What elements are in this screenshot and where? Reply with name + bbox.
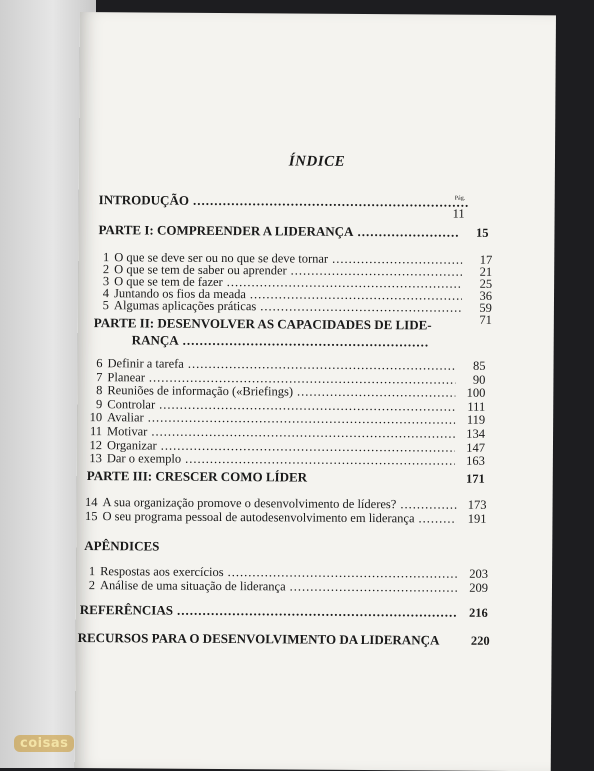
toc-entry-page: 36 xyxy=(466,289,492,304)
toc-entry-label: A sua organização promove o desenvolvimento de líderes? xyxy=(103,495,397,512)
toc-entry-number: 2 xyxy=(96,262,109,277)
toc-appendices-heading: APÊNDICES xyxy=(84,538,159,555)
toc-entry-number: 6 xyxy=(89,356,102,371)
toc-entry-label: O que se tem de fazer xyxy=(114,274,223,290)
leader-dots xyxy=(183,333,428,351)
toc-entry-page: 71 xyxy=(466,313,492,328)
toc-entry xyxy=(82,578,488,596)
leader-dots xyxy=(177,603,458,621)
part2-list xyxy=(80,12,556,15)
toc-entry-label: O que se tem de saber ou aprender xyxy=(114,262,287,278)
leader-dots xyxy=(357,224,458,241)
toc-entry-label: Controlar xyxy=(107,397,155,412)
toc-entry-label: O que se deve ser ou no que se deve tornar xyxy=(114,250,328,266)
toc-entry-number: 1 xyxy=(82,564,95,579)
watermark-logo: coisas xyxy=(14,735,74,752)
appendix-list xyxy=(80,12,556,15)
toc-entry-label: RECURSOS PARA O DESENVOLVIMENTO DA LIDERANÇA xyxy=(78,630,440,649)
toc-entry-number: 12 xyxy=(89,438,102,453)
toc-entry-label: O seu programa pessoal de autodesenvolvimento em liderança xyxy=(102,509,414,526)
book-page xyxy=(75,12,556,771)
toc-entry-label: INTRODUÇÃO xyxy=(99,192,189,209)
toc-entry-number: 11 xyxy=(89,424,102,439)
toc-part-1 xyxy=(98,222,488,241)
leader-dots xyxy=(290,579,458,595)
toc-references xyxy=(80,602,488,621)
pag-label: Pág. xyxy=(455,196,466,202)
toc-entry-page: 25 xyxy=(466,277,492,292)
toc-entry-label: REFERÊNCIAS xyxy=(80,602,173,619)
toc-entry-number: 15 xyxy=(84,509,97,524)
toc-entry-page: 191 xyxy=(460,512,486,527)
leader-dots xyxy=(193,193,469,211)
toc-entry-label: Organizar xyxy=(107,438,157,453)
toc-entry-page: 171 xyxy=(459,472,485,487)
toc-entry-page: 134 xyxy=(459,427,485,442)
toc-resources xyxy=(78,630,490,649)
toc-entry xyxy=(84,509,486,527)
toc-entry-number: 3 xyxy=(96,274,109,289)
toc-entry-number: 1 xyxy=(96,250,109,265)
toc-entry-page: 85 xyxy=(459,359,485,374)
toc-entry-page: 11 xyxy=(453,207,465,222)
part1-list xyxy=(80,12,556,15)
toc-part-3 xyxy=(87,468,485,487)
toc-entry-page: 209 xyxy=(462,581,488,596)
toc-entry-label: Dar o exemplo xyxy=(107,451,181,467)
toc-entry-page: 163 xyxy=(459,454,485,469)
toc-entry-page: 59 xyxy=(466,301,492,316)
toc-entry-page: 21 xyxy=(466,265,492,280)
page-title: ÍNDICE xyxy=(79,152,555,172)
toc-entry-page: 216 xyxy=(462,606,488,621)
part3-list xyxy=(80,12,556,15)
toc-entry-label: Reuniões de informação («Briefings) xyxy=(107,383,293,399)
toc-part-2-line1: PARTE II: DESENVOLVER AS CAPACIDADES DE LIDE- xyxy=(94,315,432,333)
toc-entry-page: 17 xyxy=(466,253,492,268)
toc-part-2 xyxy=(132,332,432,350)
toc-entry-label: PARTE III: CRESCER COMO LÍDER xyxy=(87,468,307,486)
toc-entry-number: 2 xyxy=(82,578,95,593)
toc-entry-page: 111 xyxy=(459,399,485,414)
toc-entry-number: 14 xyxy=(85,495,98,510)
toc-entry-label: RANÇA xyxy=(132,332,179,348)
toc-entry-page: 15 xyxy=(462,226,488,241)
toc-entry-page: 90 xyxy=(459,372,485,387)
toc-entry-number: 7 xyxy=(89,370,102,385)
toc-entry-label: Respostas aos exercícios xyxy=(100,564,224,580)
toc-entry-label: Análise de uma situação de liderança xyxy=(100,578,286,594)
toc-entry-label: Algumas aplicações práticas xyxy=(114,298,256,314)
toc-entry-introducao xyxy=(99,192,473,211)
toc-entry-label: Motivar xyxy=(107,424,147,439)
toc-entry-label: Avaliar xyxy=(107,411,144,426)
toc-entry xyxy=(89,451,485,469)
leader-dots xyxy=(185,452,455,469)
toc-entry-number: 9 xyxy=(89,397,102,412)
toc-entry-label: PARTE I: COMPREENDER A LIDERANÇA xyxy=(98,222,353,240)
toc-entry-number: 8 xyxy=(89,383,102,398)
leader-dots xyxy=(418,511,456,526)
toc-entry-page: 220 xyxy=(464,634,490,649)
toc-entry-page: 203 xyxy=(462,567,488,582)
toc-entry-number: 13 xyxy=(89,451,102,466)
toc-entry-number: 4 xyxy=(96,286,109,301)
toc-entry-number: 5 xyxy=(96,298,109,313)
toc-entry-page: 173 xyxy=(461,498,487,513)
toc-entry-page: 100 xyxy=(459,386,485,401)
toc-entry-label: Planear xyxy=(107,370,145,385)
toc-entry-label: Juntando os fios da meada xyxy=(114,286,246,302)
table-of-contents xyxy=(75,12,556,771)
toc-entry-label: Definir a tarefa xyxy=(107,356,183,372)
toc-entry-page: 119 xyxy=(459,413,485,428)
toc-entry-page: 147 xyxy=(459,440,485,455)
toc-entry-number: 10 xyxy=(89,410,102,425)
